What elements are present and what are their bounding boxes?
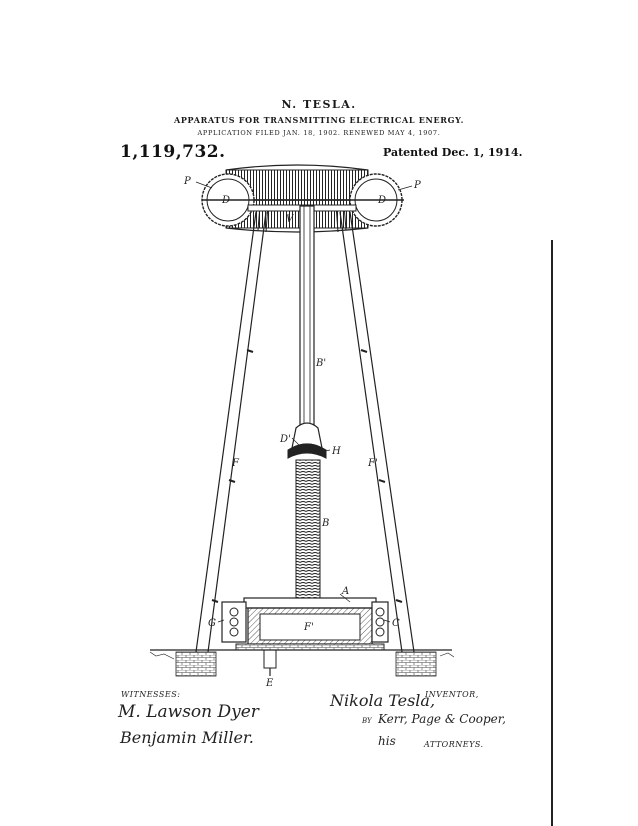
label-F-prime: F' <box>304 622 314 633</box>
application-line: APPLICATION FILED JAN. 18, 1902. RENEWED MAY 4, 1907. <box>197 129 441 137</box>
label-D-left: D <box>222 195 231 206</box>
label-E: E <box>266 678 274 689</box>
witness-signature-2: Benjamin Miller. <box>120 728 254 747</box>
base-housing <box>222 598 388 676</box>
label-B: B <box>322 518 330 529</box>
label-V: V <box>286 214 294 225</box>
label-P-right: P <box>414 180 421 191</box>
label-F-right: F' <box>368 458 378 469</box>
secondary-coil <box>296 460 320 600</box>
label-H: H <box>332 446 341 457</box>
label-D-prime: D' <box>280 434 291 445</box>
by-label: BY <box>362 717 372 725</box>
label-F-left: F <box>232 458 239 469</box>
inventor-signature: Nikola Tesla, <box>330 691 436 710</box>
witnesses-label: WITNESSES: <box>121 690 181 699</box>
attorneys-his: his <box>378 734 396 748</box>
inventor-name-heading: N. TESLA. <box>281 98 357 111</box>
label-G: G <box>208 618 216 629</box>
central-shaft <box>288 206 326 458</box>
label-A: A <box>342 586 350 597</box>
inventor-label: INVENTOR, <box>425 690 479 699</box>
ground <box>150 650 454 676</box>
witness-signature-1: M. Lawson Dyer <box>118 702 259 722</box>
label-C: C <box>392 618 400 629</box>
patent-number: 1,119,732. <box>120 142 226 162</box>
patented-date: Patented Dec. 1, 1914. <box>383 146 523 159</box>
attorneys-label: ATTORNEYS. <box>424 740 484 749</box>
patent-title: APPARATUS FOR TRANSMITTING ELECTRICAL ENERGY. <box>173 115 465 125</box>
label-D-right: D <box>378 195 387 206</box>
attorneys-signature: Kerr, Page & Cooper, <box>378 712 506 726</box>
label-P-left: P <box>184 176 191 187</box>
label-B-prime: B' <box>316 358 327 369</box>
